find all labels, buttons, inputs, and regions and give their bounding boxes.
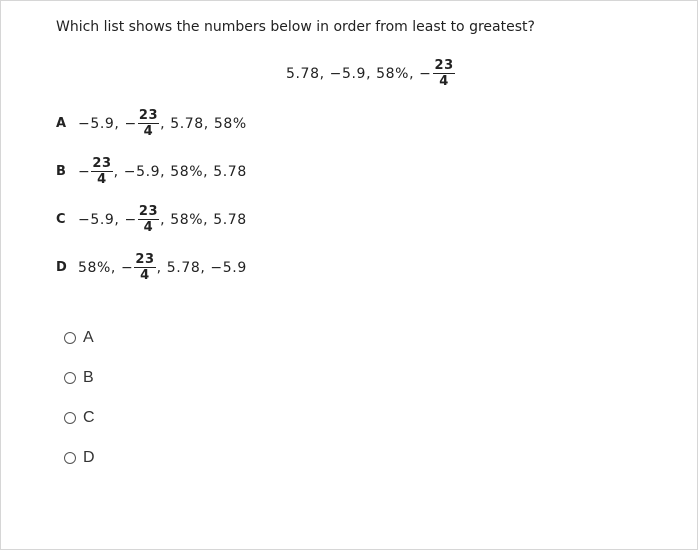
choice-letter: B [56,164,67,179]
given-numbers [286,59,456,88]
option-d[interactable] [64,448,95,468]
fraction-denominator: 4 [143,124,154,139]
choice-pre: − [78,163,91,180]
choice-post: , 5.78, −5.9 [156,259,247,276]
given-values: 5.78, −5.9, 58%, [286,65,415,82]
fraction-numerator: 23 [138,108,159,123]
choice-letter: A [56,116,67,131]
option-a[interactable] [64,328,95,348]
fraction-denominator: 4 [97,172,107,187]
radio-icon[interactable] [64,372,76,384]
choice-b [56,157,247,186]
fraction-denominator: 4 [140,268,150,283]
choice-a [56,109,247,138]
choice-c [56,205,247,234]
question-text: Which list shows the numbers below in order from least to greatest? [56,19,535,35]
option-label[interactable]: D [83,449,95,466]
choice-post: , 58%, 5.78 [160,211,247,228]
fraction-denominator: 4 [439,74,449,89]
option-label[interactable]: B [83,369,94,386]
option-c[interactable] [64,408,95,428]
option-b[interactable] [64,368,95,388]
choice-fraction [138,205,159,234]
choice-pre: −5.9, − [78,115,137,132]
fraction-numerator: 23 [434,58,454,73]
radio-icon[interactable] [64,332,76,344]
given-negative-sign: − [419,65,432,82]
fraction-numerator: 23 [92,156,112,171]
option-label[interactable]: C [83,409,95,426]
choice-pre: 58%, − [78,259,134,276]
fraction-numerator: 23 [135,252,155,267]
given-fraction [433,59,454,88]
choice-post: , −5.9, 58%, 5.78 [113,163,247,180]
choice-fraction [138,109,159,138]
fraction-denominator: 4 [143,220,154,235]
choice-letter: D [56,260,68,275]
choice-d [56,253,247,282]
radio-icon[interactable] [64,452,76,464]
answer-options [64,328,95,488]
choice-post: , 5.78, 58% [160,115,247,132]
choice-pre: −5.9, − [78,211,137,228]
fraction-numerator: 23 [138,204,159,219]
choice-fraction [134,253,155,282]
choice-fraction [91,157,112,186]
choice-letter: C [56,212,67,227]
option-label[interactable]: A [83,329,94,346]
radio-icon[interactable] [64,412,76,424]
